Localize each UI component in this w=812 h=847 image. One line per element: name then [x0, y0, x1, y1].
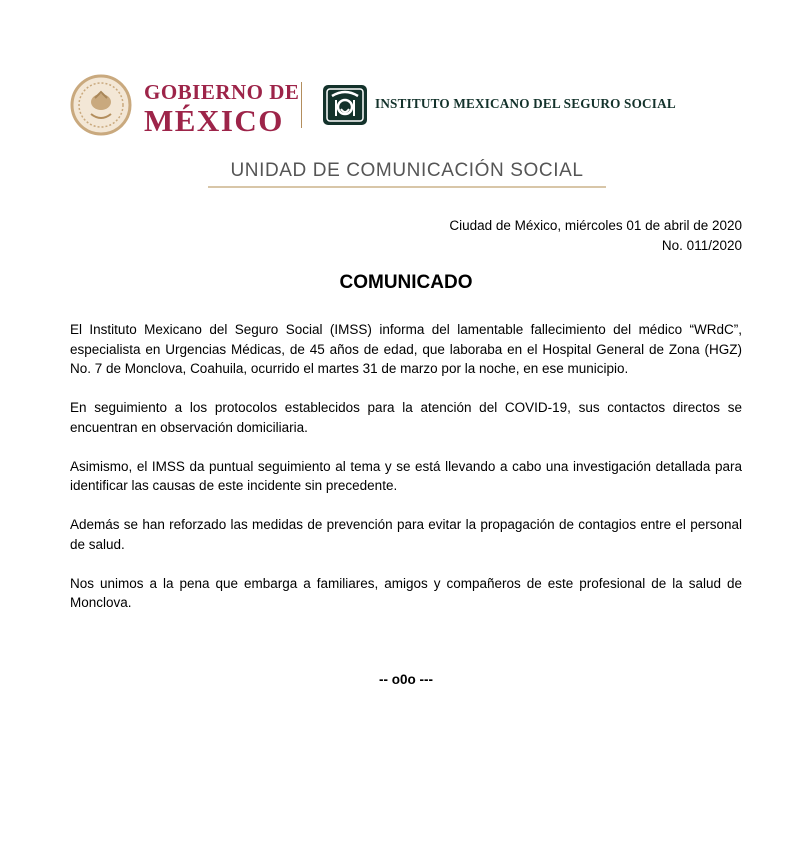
- place-date: Ciudad de México, miércoles 01 de abril de 2020: [449, 218, 742, 233]
- logo-divider: [301, 82, 302, 128]
- government-wordmark: [144, 82, 299, 136]
- body-paragraph: Además se han reforzado las medidas de prevención para evitar la propagación de contagios entre el personal de salud.: [70, 517, 742, 552]
- unit-title: UNIDAD DE COMUNICACIÓN SOCIAL: [230, 160, 584, 181]
- institute-name: INSTITUTO MEXICANO DEL SEGURO SOCIAL: [375, 96, 676, 111]
- unit-title-rule: [208, 186, 606, 188]
- national-seal-icon: [70, 74, 132, 136]
- letterhead: [70, 70, 750, 140]
- closing-mark: -- o0o ---: [379, 672, 433, 687]
- body-paragraph: Nos unimos a la pena que embarga a familiares, amigos y compañeros de este profesional de la salud de Monclova.: [70, 575, 742, 610]
- government-line2: MÉXICO: [144, 103, 284, 138]
- imss-logo-icon: [322, 84, 368, 126]
- body-paragraph: Asimismo, el IMSS da puntual seguimiento al tema y se está llevando a cabo una investigación detallada para identificar las causas de este incidente sin precedente.: [70, 458, 742, 493]
- bulletin-number: No. 011/2020: [661, 238, 742, 253]
- government-line1: GOBIERNO DE: [144, 80, 300, 104]
- document-body: [70, 320, 742, 632]
- body-paragraph: El Instituto Mexicano del Seguro Social (IMSS) informa del lamentable fallecimiento del médico “WRdC”, especialista en Urgencias Médicas, de 45 años de edad, que laboraba en el Hospital General de Zona (HGZ) No. 7 de Monclova, Coahuila, ocurrido el martes 31 de marzo por la noche, en ese municipio.: [70, 322, 742, 376]
- body-paragraph: En seguimiento a los protocolos establecidos para la atención del COVID-19, sus contactos directos se encuentran en observación domiciliaria.: [70, 400, 742, 435]
- document-title: COMUNICADO: [339, 272, 473, 293]
